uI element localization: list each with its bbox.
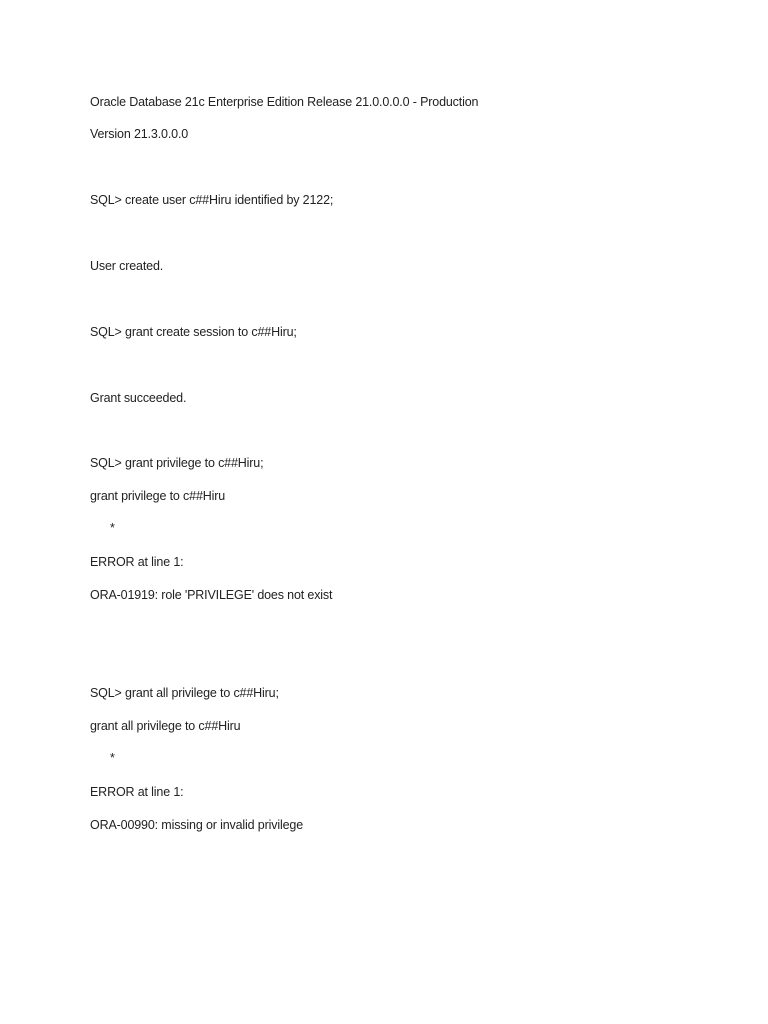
- echoed-statement-line: grant all privilege to c##Hiru: [90, 719, 241, 733]
- ora-00990-error-message: ORA-00990: missing or invalid privilege: [90, 818, 303, 832]
- error-line-label: ERROR at line 1:: [90, 785, 184, 799]
- error-line-label: ERROR at line 1:: [90, 555, 184, 569]
- version-line: Version 21.3.0.0.0: [90, 127, 189, 141]
- sql-create-user-command: SQL> create user c##Hiru identified by 2122;: [90, 193, 334, 207]
- grant-succeeded-message: Grant succeeded.: [90, 391, 187, 405]
- sql-grant-session-command: SQL> grant create session to c##Hiru;: [90, 325, 297, 339]
- sql-grant-privilege-command: SQL> grant privilege to c##Hiru;: [90, 456, 264, 470]
- user-created-message: User created.: [90, 259, 164, 273]
- oracle-banner-line: Oracle Database 21c Enterprise Edition Release 21.0.0.0.0 - Production: [90, 95, 479, 109]
- echoed-statement-line: grant privilege to c##Hiru: [90, 489, 226, 503]
- error-position-marker: *: [110, 521, 115, 535]
- sql-grant-all-privilege-command: SQL> grant all privilege to c##Hiru;: [90, 686, 279, 700]
- ora-01919-error-message: ORA-01919: role 'PRIVILEGE' does not exist: [90, 588, 333, 602]
- error-position-marker: *: [110, 751, 115, 765]
